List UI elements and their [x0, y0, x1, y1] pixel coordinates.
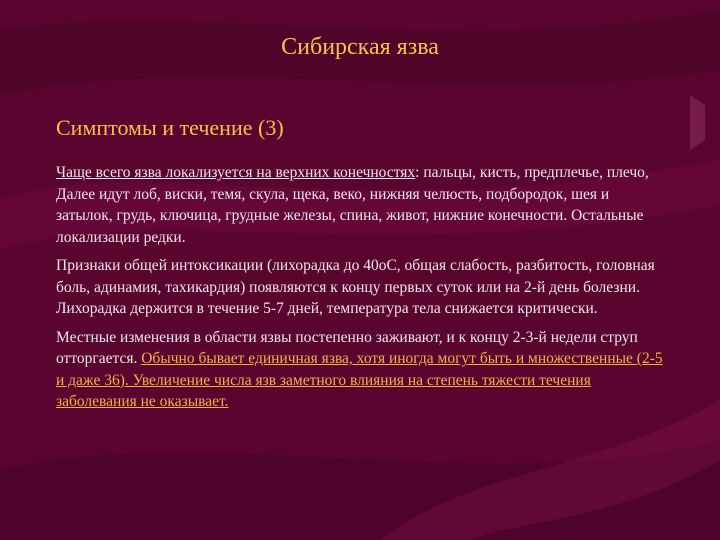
localization-text: : пальцы, кисть, предплечье, плечо, — [415, 164, 649, 181]
local-changes-text: Местные изменения в области язвы постепенно заживают, и к концу 2-3-й недели струп отторгается. — [56, 328, 638, 367]
slide-subtitle: Симптомы и течение (3) — [56, 115, 284, 140]
slide-title: Сибирская язва — [281, 34, 439, 60]
paragraph-intoxication: Признаки общей интоксикации (лихорадка до 40оС, общая слабость, разбитость, головная боль, адинамия, тахикардия) появляются к концу первых суток или на 2-й день болезни. Лихорадка держится в течение 5-7 дней, температура тела снижается критически. — [56, 257, 655, 317]
multiple-ulcers-link[interactable]: Обычно бывает единичная язва, хотя иногда могут быть и множественные (2-5 и даже 36). Увеличение числа язв заметного влияния на степень тяжести течения заболевания не оказывает. — [56, 350, 663, 410]
localization-underlined-text: Чаще всего язва локализуется на верхних конечностях — [56, 164, 416, 181]
localization-text-continued: Далее идут лоб, виски, темя, скула, щека, веко, нижняя челюсть, подбородок, шея и затылок, грудь, ключица, грудные железы, спина, живот, нижние конечности. Остальные локализации редки. — [56, 185, 644, 246]
slide-body — [56, 162, 666, 420]
paragraph-local-changes — [56, 327, 666, 413]
paragraph-localization — [56, 162, 666, 248]
